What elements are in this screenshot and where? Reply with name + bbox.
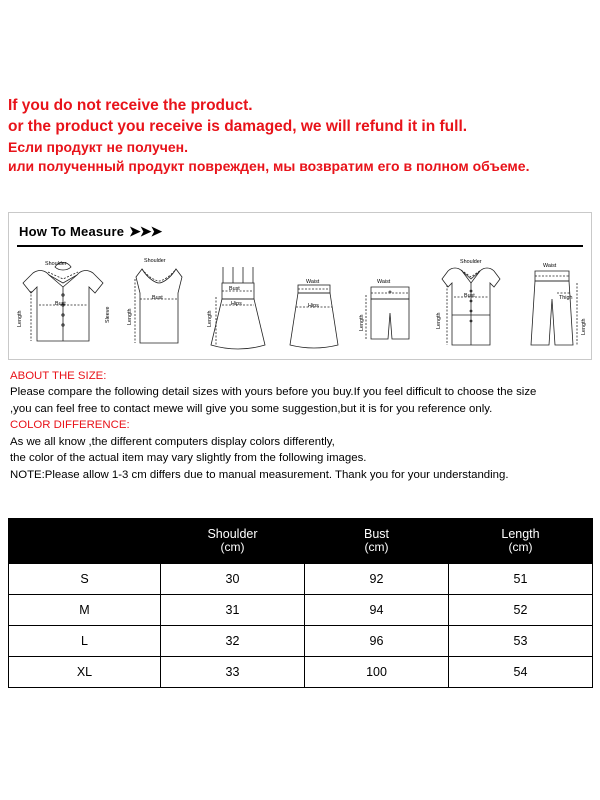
cell-bust: 94 xyxy=(305,595,449,626)
header-unit: (cm) xyxy=(508,540,533,555)
measurement-note: NOTE:Please allow 1-3 cm differs due to manual measurement. Thank you for your understanding. xyxy=(10,468,509,481)
cell-shoulder: 32 xyxy=(161,626,305,657)
label-length: Length xyxy=(581,318,587,335)
color-difference-line-1: As we all know ,the different computers display colors differently, xyxy=(10,435,335,448)
label-waist: Waist xyxy=(306,279,320,285)
cell-bust: 96 xyxy=(305,626,449,657)
label-bust: Bust xyxy=(229,286,240,292)
arrows-icon: ➤➤➤ xyxy=(129,223,162,239)
table-header-bust xyxy=(305,519,449,564)
cell-length: 53 xyxy=(449,626,593,657)
label-hips: Hips xyxy=(308,303,319,309)
label-length: Length xyxy=(207,310,213,327)
table-row xyxy=(9,595,593,626)
label-waist: Waist xyxy=(377,279,391,285)
table-row xyxy=(9,564,593,595)
table-row xyxy=(9,626,593,657)
cell-shoulder: 33 xyxy=(161,657,305,688)
cell-size: XL xyxy=(9,657,161,688)
table-header-row xyxy=(9,519,593,564)
notice-line-en-1: If you do not receive the product. xyxy=(8,97,253,114)
cell-size: L xyxy=(9,626,161,657)
figure-coat xyxy=(436,253,506,353)
figure-skirt xyxy=(284,261,344,353)
label-length: Length xyxy=(127,308,133,325)
figure-blouse xyxy=(15,253,111,353)
cell-length: 54 xyxy=(449,657,593,688)
garment-figures xyxy=(15,251,585,353)
notice-line-ru-2: или полученный продукт поврежден, мы возвратим его в полном объеме. xyxy=(8,157,530,174)
label-shoulder: Shoulder xyxy=(45,261,67,267)
label-shoulder: Shoulder xyxy=(460,259,482,265)
figure-tank-top xyxy=(126,253,192,353)
table-header-shoulder xyxy=(161,519,305,564)
header-label: Shoulder xyxy=(207,526,258,541)
table-header-size xyxy=(9,519,161,564)
header-unit: (cm) xyxy=(220,540,245,555)
how-to-measure-panel xyxy=(8,212,592,360)
divider xyxy=(17,245,583,247)
label-hips: Hips xyxy=(231,301,242,307)
label-thigh: Thigh xyxy=(559,295,573,301)
figure-shorts xyxy=(359,261,421,353)
cell-size: M xyxy=(9,595,161,626)
cell-bust: 92 xyxy=(305,564,449,595)
cell-shoulder: 31 xyxy=(161,595,305,626)
cell-length: 51 xyxy=(449,564,593,595)
table-row xyxy=(9,657,593,688)
label-bust: Bust xyxy=(464,293,475,299)
about-size-heading: ABOUT THE SIZE: xyxy=(10,370,107,382)
cell-bust: 100 xyxy=(305,657,449,688)
notice-line-en-2: or the product you receive is damaged, we will refund it in full. xyxy=(8,117,468,135)
cell-shoulder: 30 xyxy=(161,564,305,595)
figure-trousers xyxy=(521,253,585,353)
table-header-length xyxy=(449,519,593,564)
label-length: Length xyxy=(17,310,23,327)
info-text-block xyxy=(10,368,590,483)
header-label: Bust xyxy=(363,526,389,541)
label-shoulder: Shoulder xyxy=(144,258,166,264)
color-difference-heading: COLOR DIFFERENCE: xyxy=(10,419,130,432)
about-size-line-2: ,you can feel free to contact mewe will give you some suggestion,but it is for you reference only. xyxy=(10,402,493,415)
label-sleeve: Sleeve xyxy=(105,306,111,323)
cell-length: 52 xyxy=(449,595,593,626)
label-bust: Bust xyxy=(152,295,163,301)
header-unit: (cm) xyxy=(364,540,389,555)
label-bust: Bust xyxy=(55,301,66,307)
color-difference-line-2: the color of the actual item may vary slightly from the following images. xyxy=(10,452,367,465)
refund-notice xyxy=(8,96,592,176)
how-to-measure-title: How To Measure xyxy=(19,224,125,239)
notice-line-ru-1: Если продукт не получен. xyxy=(8,138,189,155)
cell-size: S xyxy=(9,564,161,595)
header-label: Length xyxy=(501,526,540,541)
label-waist: Waist xyxy=(543,263,557,269)
label-length: Length xyxy=(436,312,442,329)
about-size-line-1: Please compare the following detail sizes with yours before you buy.If you feel difficult to choose the size xyxy=(10,386,537,399)
size-table xyxy=(8,518,593,688)
figure-pinafore-dress xyxy=(207,253,269,353)
label-length: Length xyxy=(359,314,365,331)
